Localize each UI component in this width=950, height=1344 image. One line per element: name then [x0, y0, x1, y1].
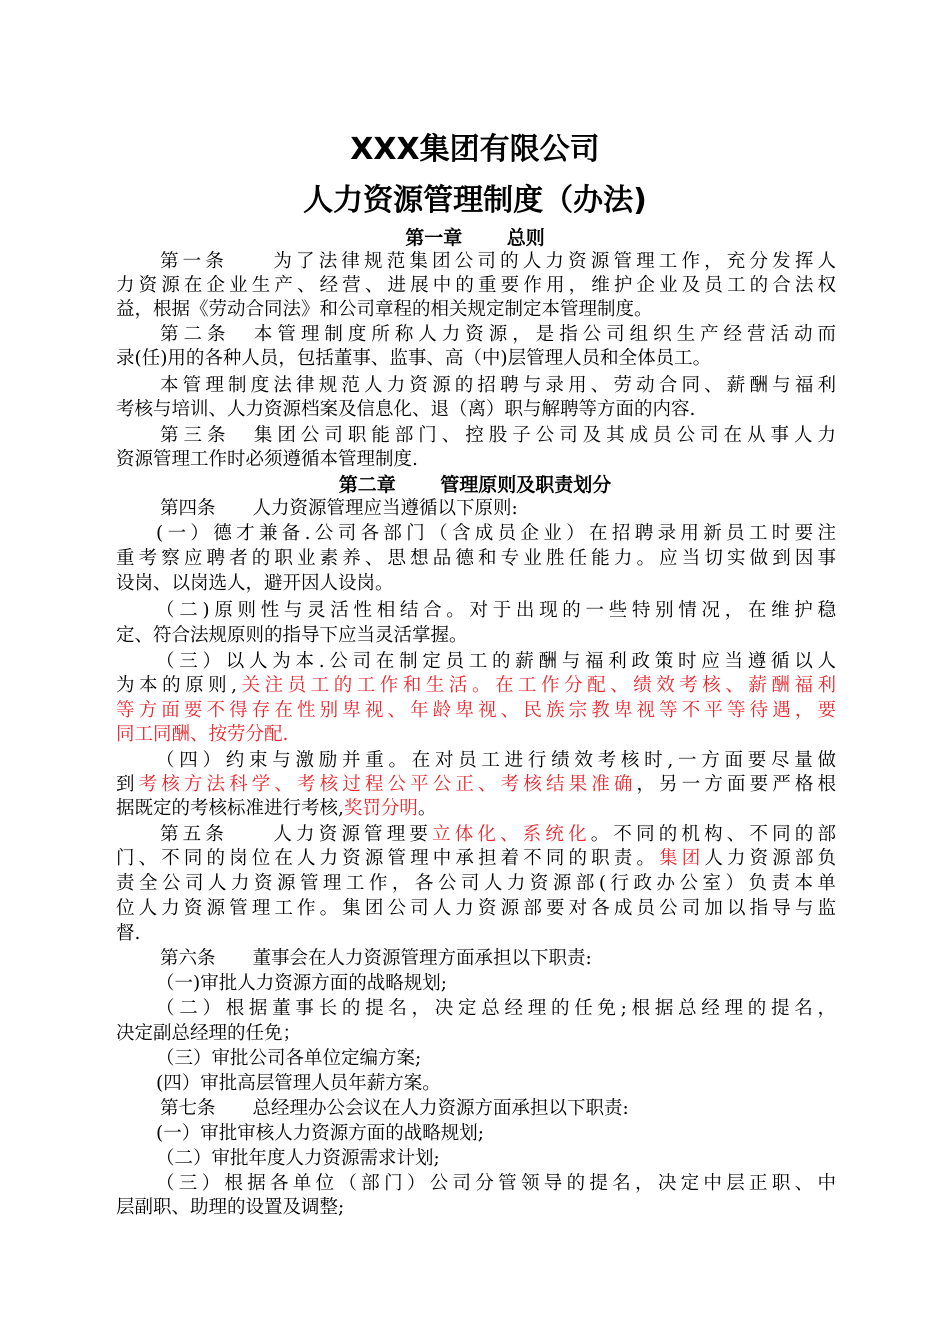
paragraph-line: [116, 674, 836, 698]
paragraph-line: 督.: [116, 923, 141, 944]
line-text: 。不同的机构、不同的部: [590, 824, 836, 845]
paragraph-line: 重考察应聘者的职业素养、思想品德和专业胜任能力。应当切实做到因事: [116, 548, 836, 569]
paragraph-line: [116, 773, 836, 797]
paragraph-line: （三）以人为本.公司在制定员工的薪酬与福利政策时应当遵循以人: [156, 651, 836, 672]
paragraph-line: 考核与培训、人力资源档案及信息化、退（离）职与解聘等方面的内容.: [116, 399, 696, 420]
paragraph-line: [116, 823, 836, 847]
document-title-company: XXX集团有限公司: [350, 132, 600, 167]
chapter-heading-2: 第二章 管理原则及职责划分: [338, 474, 612, 496]
highlighted-text: 集团: [659, 848, 705, 869]
highlighted-text: 奖罚分明: [343, 798, 418, 819]
line-text: ，另一方面要严格根: [636, 774, 836, 795]
line-text: 人力资源部负: [704, 848, 836, 869]
paragraph-line: [116, 847, 836, 871]
highlighted-line: 等方面要不得存在性别卑视、年龄卑视、民族宗教卑视等不平等待遇，要: [116, 700, 836, 721]
paragraph-line: 益，根据《劳动合同法》和公司章程的相关规定制定本管理制度。: [116, 299, 653, 320]
chapter-heading-1: 第一章 总则: [405, 227, 545, 249]
paragraph-line: 第六条 董事会在人力资源管理方面承担以下职责:: [160, 948, 592, 969]
paragraph-line: （三）根据各单位（部门）公司分管领导的提名，决定中层正职、中: [156, 1173, 836, 1194]
paragraph-line: （四）约束与激励并重。在对员工进行绩效考核时,一方面要尽量做: [156, 750, 836, 771]
paragraph-line: (一）德才兼备.公司各部门（含成员企业）在招聘录用新员工时要注: [156, 523, 836, 544]
highlighted-line: 同工同酬、按劳分配.: [116, 724, 289, 745]
paragraph-line: 第三条 集团公司职能部门、控股子公司及其成员公司在从事人力: [160, 425, 836, 446]
paragraph-line: (一）审批审核人力资源方面的战略规划;: [156, 1123, 484, 1144]
line-text: 为本的原则,: [116, 675, 238, 696]
paragraph-line: 责全公司人力资源管理工作，各公司人力资源部(行政办公室）负责本单: [116, 873, 836, 894]
paragraph-line: （二)原则性与灵活性相结合。对于出现的一些特别情况，在维护稳: [156, 600, 836, 621]
paragraph-line: 第二条 本管理制度所称人力资源，是指公司组织生产经营活动而: [160, 324, 836, 345]
highlighted-text: 关注员工的工作和生活。在工作分配、绩效考核、薪酬福利: [237, 675, 836, 696]
paragraph-line: 设岗、以岗选人，避开因人设岗。: [116, 573, 394, 594]
paragraph-line: (四）审批高层管理人员年薪方案。: [156, 1073, 441, 1094]
paragraph-line: 第四条 人力资源管理应当遵循以下原则:: [160, 498, 518, 519]
paragraph-line: （二）根据董事长的提名，决定总经理的任免;根据总经理的提名，: [156, 998, 836, 1019]
paragraph-line: （三）审批公司各单位定编方案;: [156, 1048, 422, 1069]
paragraph-line: （一)审批人力资源方面的战略规划;: [156, 973, 447, 994]
highlighted-text: 考核方法科学、考核过程公平公正、考核结果准确: [138, 774, 637, 795]
paragraph-line: （二）审批年度人力资源需求计划;: [156, 1148, 440, 1169]
paragraph-line: 第七条 总经理办公会议在人力资源方面承担以下职责:: [160, 1098, 629, 1119]
line-text: 。: [417, 798, 437, 819]
line-text: 第五条 人力资源管理要: [160, 824, 433, 845]
paragraph-line: 录(任)用的各种人员，包括董事、监事、高（中)层管理人员和全体员工。: [116, 348, 712, 369]
paragraph-line: 决定副总经理的任免；: [116, 1023, 302, 1044]
document-title: 人力资源管理制度（办法): [303, 183, 647, 218]
paragraph-line: 力资源在企业生产、经营、进展中的重要作用，维护企业及员工的合法权: [116, 275, 836, 296]
line-text: 到: [116, 774, 139, 795]
highlighted-text: 立体化、系统化: [432, 824, 591, 845]
paragraph-line: 位人力资源管理工作。集团公司人力资源部要对各成员公司加以指导与监: [116, 898, 836, 919]
paragraph-line: 第一条 为了法律规范集团公司的人力资源管理工作，充分发挥人: [160, 251, 836, 272]
paragraph-line: [116, 797, 836, 821]
line-text: 据既定的考核标准进行考核,: [116, 798, 344, 819]
line-text: 门、不同的岗位在人力资源管理中承担着不同的职责。: [116, 848, 660, 869]
paragraph-line: 资源管理工作时必须遵循本管理制度.: [116, 449, 418, 470]
paragraph-line: 层副职、助理的设置及调整;: [116, 1197, 345, 1218]
paragraph-line: 定、符合法规原则的指导下应当灵活掌握。: [116, 625, 468, 646]
paragraph-line: 本管理制度法律规范人力资源的招聘与录用、劳动合同、薪酬与福利: [160, 375, 836, 396]
